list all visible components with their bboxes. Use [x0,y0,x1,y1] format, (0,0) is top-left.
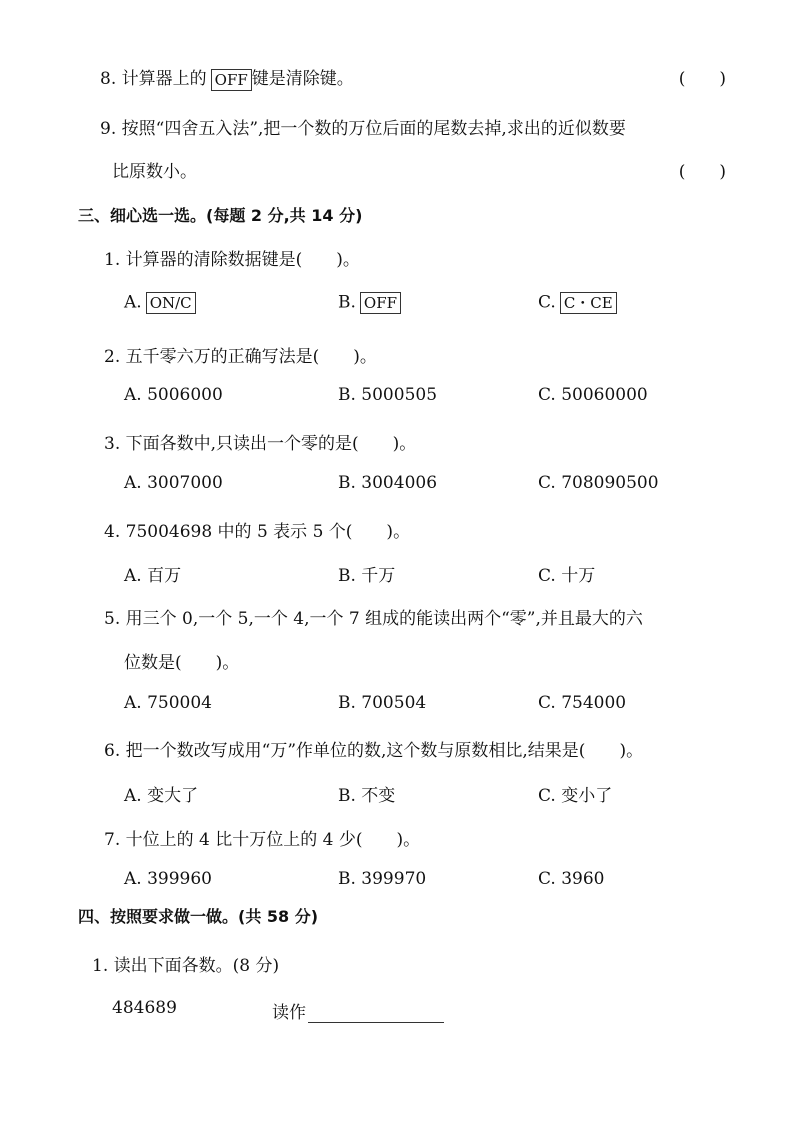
choice-options-2 [124,385,724,409]
option-c[interactable]: C. 708090500 [538,473,659,493]
choice-question-3: 3. 下面各数中,只读出一个零的是( )。 [104,434,417,454]
choice-options-6 [124,781,724,805]
option-c[interactable]: C. 3960 [538,869,605,889]
on-c-key-box: ON/C [146,292,196,314]
option-c[interactable]: C. 754000 [538,693,627,713]
choice-question-4: 4. 75004698 中的 5 表示 5 个( )。 [104,522,411,542]
option-b[interactable]: B. 700504 [338,693,427,713]
judge-question-9 [100,114,726,139]
option-b[interactable]: B. 399970 [338,869,427,889]
option-b[interactable]: B. 3004006 [338,473,438,493]
choice-options-5 [124,693,724,717]
option-c[interactable]: C. C・CE [538,292,617,314]
choice-question-5: 5. 用三个 0,一个 5,一个 4,一个 7 组成的能读出两个“零”,并且最大的六 [104,609,643,629]
choice-question-6: 6. 把一个数改写成用“万”作单位的数,这个数与原数相比,结果是( )。 [104,741,644,761]
option-a[interactable]: A. 5006000 [124,385,223,405]
question-text: 8. [100,69,117,89]
option-b[interactable]: B. OFF [338,292,401,314]
option-b[interactable]: B. 不变 [338,786,396,806]
answer-blank[interactable] [308,1004,444,1023]
choice-options-4 [124,561,724,585]
option-a[interactable]: A. ON/C [124,292,196,314]
read-as-field [272,998,444,1023]
read-as-label: 读作 [272,1003,306,1023]
option-a[interactable]: A. 3007000 [124,473,223,493]
question-text: 9. [100,119,117,139]
question-text: 比原数小。 [112,162,197,182]
choice-options-3 [124,473,724,497]
answer-paren[interactable]: ( ) [678,162,726,182]
option-c[interactable]: C. 十万 [538,566,596,586]
question-text: 键是清除键。 [251,69,354,89]
option-a[interactable]: A. 399960 [124,869,212,889]
choice-question-5-cont: 位数是( )。 [124,653,240,673]
section-title: 三、细心选一选。(每题 2 分,共 14 分) [78,206,363,225]
section-title: 四、按照要求做一做。(共 58 分) [78,907,319,926]
option-a[interactable]: A. 750004 [124,693,212,713]
read-question-1: 1. 读出下面各数。(8 分) [92,956,280,976]
option-c[interactable]: C. 50060000 [538,385,648,405]
off-key-box: OFF [360,292,401,314]
answer-paren[interactable]: ( ) [678,69,726,89]
question-text: 计算器上的 [121,69,207,89]
off-key-box: OFF [211,69,252,91]
choice-question-1: 1. 计算器的清除数据键是( )。 [104,250,360,270]
option-a[interactable]: A. 变大了 [124,786,199,806]
option-c[interactable]: C. 变小了 [538,786,613,806]
option-b[interactable]: B. 5000505 [338,385,438,405]
question-text: 按照“四舍五入法”,把一个数的万位后面的尾数去掉,求出的近似数要 [121,119,626,139]
option-a[interactable]: A. 百万 [124,566,182,586]
c-ce-key-box: C・CE [560,292,617,314]
number-to-read: 484689 [112,998,177,1018]
judge-question-9-cont [112,157,726,182]
choice-question-2: 2. 五千零六万的正确写法是( )。 [104,347,377,367]
choice-question-7: 7. 十位上的 4 比十万位上的 4 少( )。 [104,830,421,850]
option-b[interactable]: B. 千万 [338,566,396,586]
choice-options-1 [124,292,724,316]
choice-options-7 [124,869,724,893]
judge-question-8 [100,64,726,91]
